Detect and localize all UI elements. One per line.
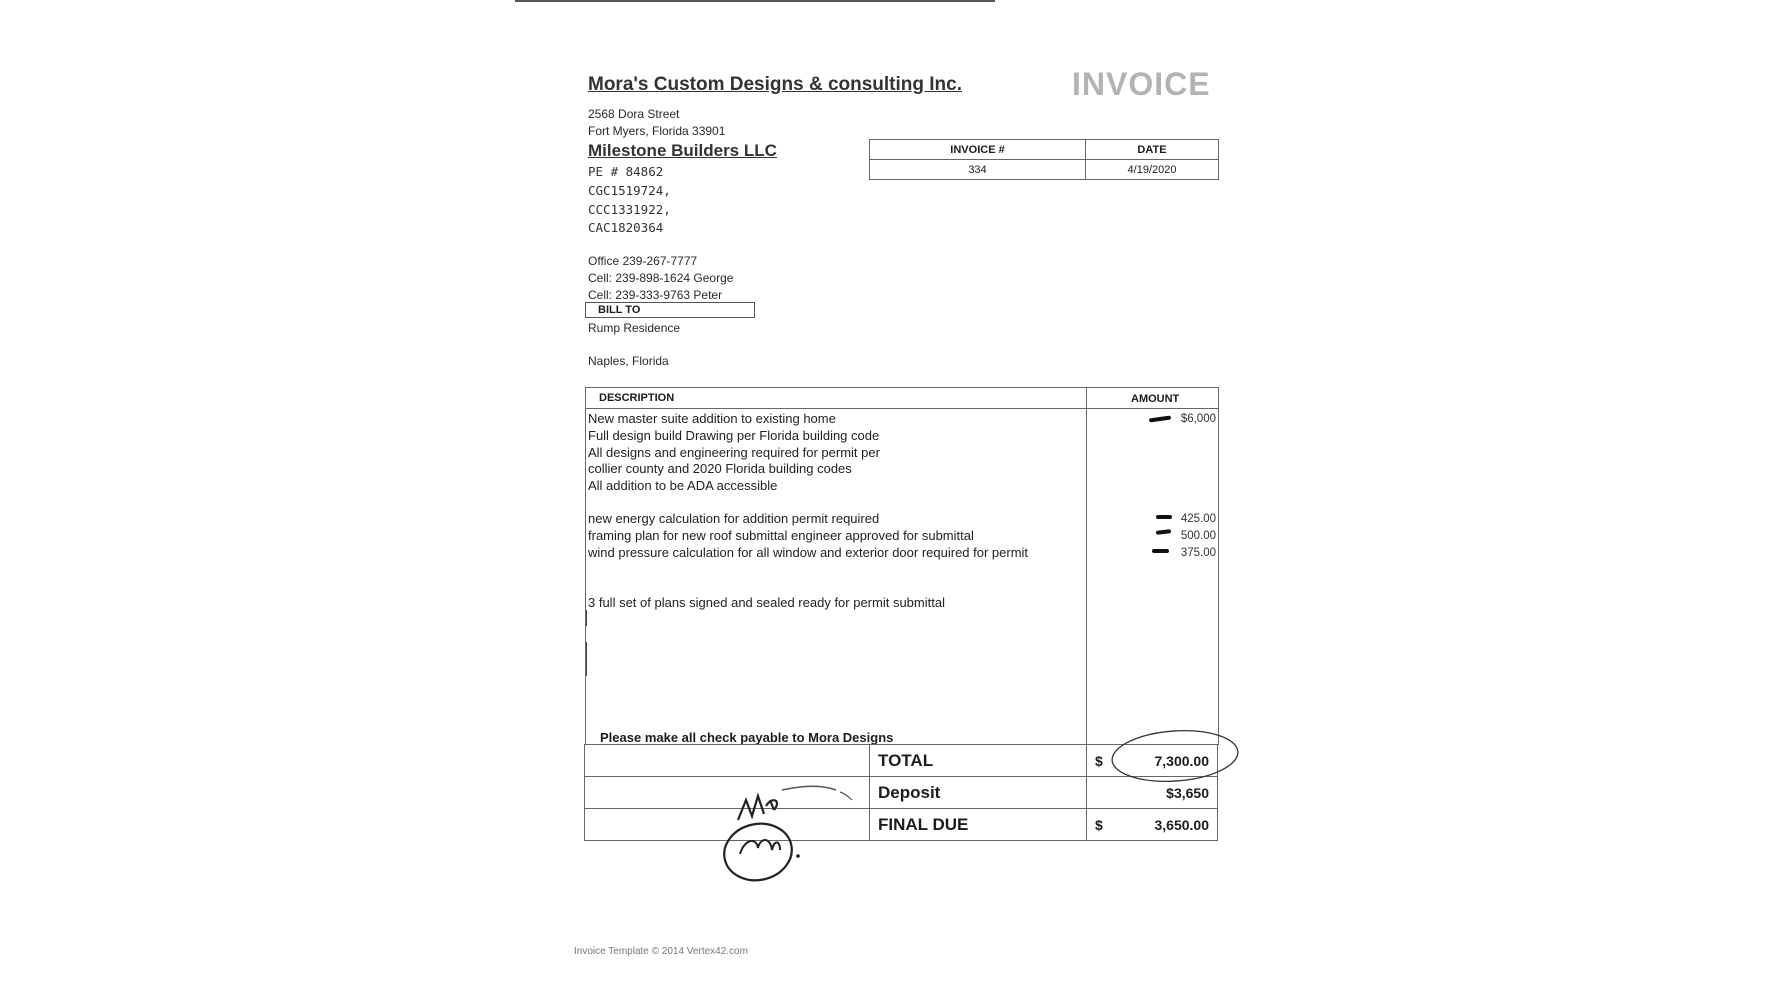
final-due-currency: $ [1095,817,1103,833]
cell-phone-george: Cell: 239-898-1624 George [588,271,734,285]
item-amount: 375.00 [1180,547,1216,559]
description-header: DESCRIPTION [599,392,675,404]
company-name: Mora's Custom Designs & consulting Inc. [588,74,963,95]
item-line: All designs and engineering required for permit per [588,445,880,460]
items-header-row [585,387,1219,409]
cell-phone-peter: Cell: 239-333-9763 Peter [588,288,723,302]
scan-edge-line [515,0,995,2]
deposit-value: $3,650 [1087,777,1218,809]
item-line: New master suite addition to existing home [588,411,836,426]
invoice-number-value: 334 [870,160,1086,180]
item-line: collier county and 2020 Florida building codes [588,461,852,476]
scan-mark [586,610,587,626]
item-line: All addition to be ADA accessible [588,478,778,493]
total-label: TOTAL [870,745,1087,777]
handwritten-mark [1156,515,1172,519]
total-value: 7,300.00 [1154,752,1209,769]
date-value: 4/19/2020 [1086,160,1219,180]
item-line: Full design build Drawing per Florida building code [588,428,880,443]
deposit-label: Deposit [870,777,1087,809]
invoice-number-header: INVOICE # [870,140,1086,160]
bill-to-city: Naples, Florida [588,354,669,368]
bill-to-name: Rump Residence [588,321,681,335]
company-address-line1: 2568 Dora Street [588,107,680,121]
amount-header: AMOUNT [1131,393,1180,405]
contractor-name: Milestone Builders LLC [588,141,777,160]
item-amount: 500.00 [1180,530,1216,542]
office-phone: Office 239-267-7777 [588,254,698,268]
item-amount: 425.00 [1180,513,1216,525]
pe-number: PE # 84862 [588,164,664,179]
license-3: CAC1820364 [588,220,664,235]
final-due-value-cell [1087,809,1218,841]
scan-mark [586,642,587,676]
amount-column-divider [1086,387,1087,745]
item-line: new energy calculation for addition permit required [588,511,880,526]
final-due-value: 3,650.00 [1154,816,1209,833]
final-due-label: FINAL DUE [870,809,1087,841]
handwritten-mark [1152,549,1169,553]
license-1: CGC1519724, [588,183,671,198]
license-2: CCC1331922, [588,202,671,217]
company-address-line2: Fort Myers, Florida 33901 [588,124,726,138]
date-header: DATE [1086,140,1219,160]
template-footer: Invoice Template © 2014 Vertex42.com [574,946,748,957]
payment-note: Please make all check payable to Mora Designs [600,730,894,745]
item-amount: $6,000 [1180,413,1216,425]
invoice-title: INVOICE [1072,66,1211,102]
bill-to-label: BILL TO [585,302,755,318]
handwritten-signature-icon [700,770,880,900]
handwritten-circle-total [1105,725,1245,787]
item-line: framing plan for new roof submittal engineer approved for submittal [588,528,974,543]
total-currency: $ [1095,753,1103,769]
item-line: 3 full set of plans signed and sealed ready for permit submittal [588,595,945,610]
item-line: wind pressure calculation for all window and exterior door required for permit [588,545,1029,560]
invoice-meta-table [869,139,1219,180]
